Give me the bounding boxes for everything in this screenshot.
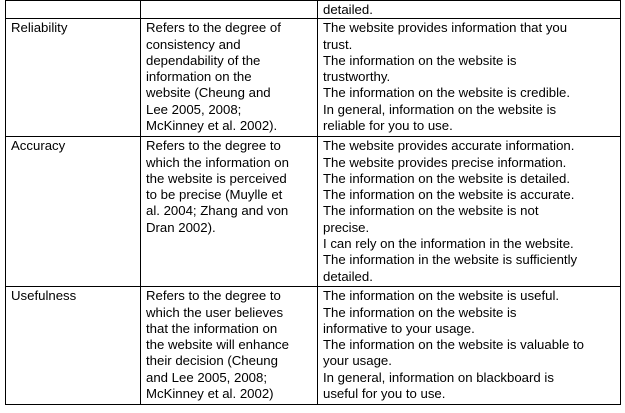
table-row-usefulness (6, 287, 621, 405)
definition-line: the website will enhance (146, 337, 289, 353)
item-line: The information on the website is detailed. (323, 170, 571, 186)
definition-line: to be precise (Muylle et (146, 187, 283, 203)
item-line: trustworthy. (323, 69, 391, 85)
item-line: The information on the website is not (323, 203, 539, 219)
item-line: detailed. (323, 268, 373, 284)
item-line: The information on the website is (323, 304, 517, 320)
item-line: trust. (323, 36, 353, 52)
item-line: The information on the website is valuable to (323, 337, 584, 353)
items-cell (318, 1, 621, 19)
item-line: reliable for you to use. (323, 118, 453, 134)
definition-cell (141, 1, 318, 19)
definition-line: McKinney et al. 2002) (146, 386, 274, 402)
definition-line: that the information on (146, 320, 278, 336)
table-row-continued (6, 1, 621, 19)
table-row-accuracy (6, 137, 621, 287)
item-line: The information in the website is sufficiently (323, 252, 578, 268)
items-cell (318, 137, 621, 287)
item-line: informative to your usage. (323, 320, 475, 336)
definition-line: al. 2004; Zhang and von (146, 203, 289, 219)
definition-line: which the user believes (146, 304, 284, 320)
item-line: detailed. (323, 2, 373, 17)
construct-cell: Reliability (6, 19, 141, 137)
definition-line: the website is perceived (146, 170, 287, 186)
item-line: I can rely on the information in the website. (323, 236, 574, 252)
definition-line: their decision (Cheung (146, 353, 278, 369)
item-line: precise. (323, 219, 370, 235)
definition-cell (141, 19, 318, 137)
definition-line: website (Cheung and (146, 85, 271, 101)
construct-cell (6, 1, 141, 19)
item-line: The information on the website is accurate. (323, 187, 575, 203)
definition-line: Lee 2005, 2008; (146, 101, 242, 117)
definition-line: information on the (146, 69, 252, 85)
item-line: In general, information on blackboard is (323, 369, 554, 385)
definition-cell (141, 287, 318, 405)
item-line: The website provides precise information. (323, 154, 567, 170)
definition-line: Refers to the degree to (146, 138, 281, 154)
items-cell (318, 19, 621, 137)
items-cell (318, 287, 621, 405)
table-row-reliability (6, 19, 621, 137)
definition-line: Refers to the degree to (146, 288, 281, 304)
construct-cell: Usefulness (6, 287, 141, 405)
definition-line: Dran 2002). (146, 219, 216, 235)
definition-line: consistency and (146, 36, 241, 52)
construct-table (5, 0, 621, 405)
item-line: The website provides accurate information. (323, 138, 575, 154)
item-line: The website provides information that you (323, 20, 568, 36)
item-line: The information on the website is (323, 52, 517, 68)
item-line: your usage. (323, 353, 392, 369)
definition-line: which the information on (146, 154, 289, 170)
definition-line: Refers to the degree of (146, 20, 281, 36)
item-line: The information on the website is credible. (323, 85, 571, 101)
definition-line: McKinney et al. 2002). (146, 118, 278, 134)
definition-line: dependability of the (146, 52, 261, 68)
item-line: useful for you to use. (323, 386, 446, 402)
definition-cell (141, 137, 318, 287)
construct-cell: Accuracy (6, 137, 141, 287)
definition-line: and Lee 2005, 2008; (146, 369, 267, 385)
item-line: The information on the website is useful. (323, 288, 560, 304)
item-line: In general, information on the website is (323, 101, 557, 117)
